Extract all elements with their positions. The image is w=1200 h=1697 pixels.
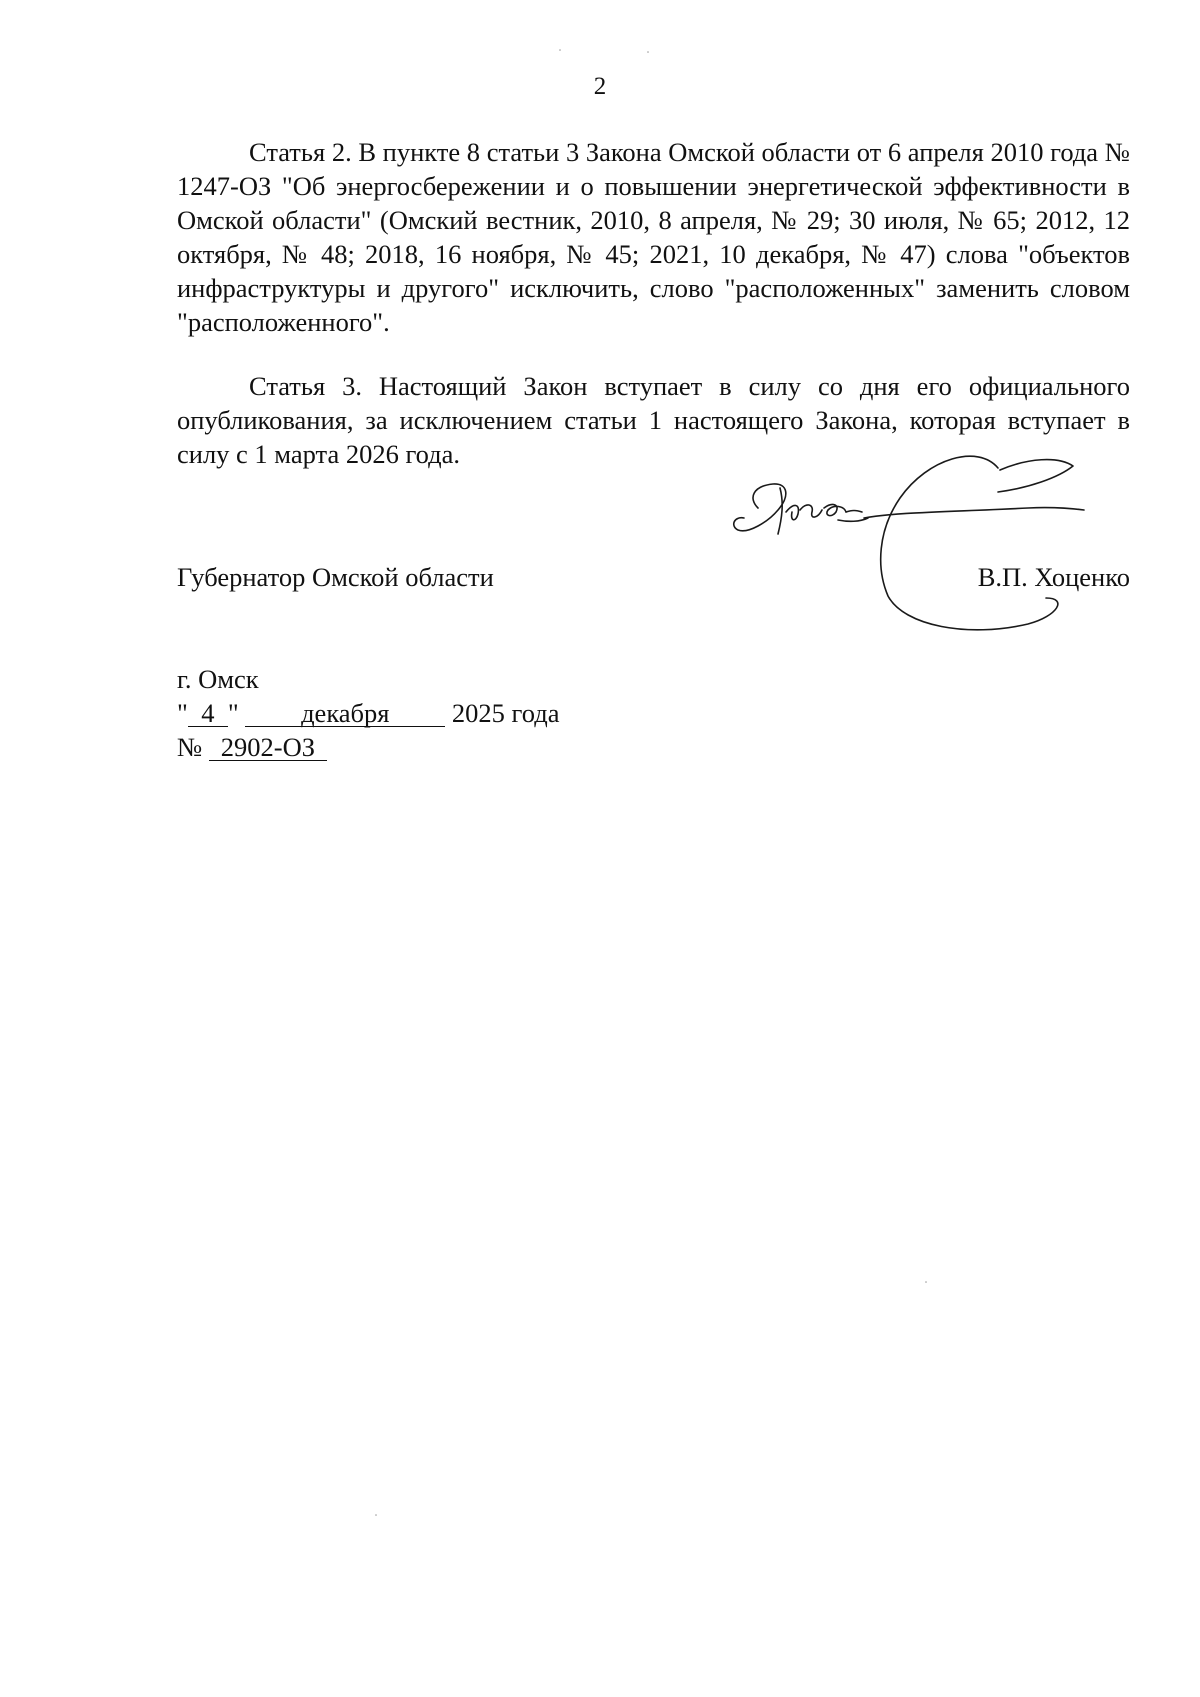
handwritten-signature [728, 448, 1090, 648]
number-sign: № [177, 732, 203, 762]
date-month: декабря [245, 700, 445, 727]
city-line [177, 662, 559, 696]
date-year: 2025 года [451, 698, 560, 728]
article-2-paragraph: Статья 2. В пункте 8 статьи 3 Закона Омской области от 6 апреля 2010 года № 1247-ОЗ "Об энергосбережении и о повышении энергетической эффективности в Омской области" (Омский вестник, 2010, 8 апреля, № 29; 30 июля, № 65; 2012, 12 октября, № 48; 2018, 16 ноября, № 45; 2021, 10 декабря, № 47) слова "объектов инфраструктуры и другого" исключить, слово "расположенных" заменить словом "расположенного". [177, 137, 1130, 337]
date-quote-open: " [177, 698, 188, 728]
date-day: 4 [188, 700, 228, 727]
city-name: г. Омск [177, 664, 259, 694]
law-number: 2902-ОЗ [209, 734, 327, 761]
number-line [177, 730, 559, 764]
scan-speck [647, 51, 649, 53]
scan-speck [925, 1281, 927, 1283]
scan-speck [559, 49, 561, 51]
date-line [177, 696, 559, 730]
document-footer [177, 662, 559, 764]
article-3-paragraph: Статья 3. Настоящий Закон вступает в силу со дня его официального опубликования, за исключением статьи 1 настоящего Закона, которая вступает в силу с 1 марта 2026 года. [177, 371, 1130, 469]
signature-row [177, 560, 1130, 594]
scan-speck [375, 1514, 377, 1516]
date-quote-close: " [227, 698, 239, 728]
governor-title: Губернатор Омской области [177, 562, 494, 592]
page-number: 2 [593, 73, 607, 100]
governor-name: В.П. Хоценко [977, 562, 1130, 592]
